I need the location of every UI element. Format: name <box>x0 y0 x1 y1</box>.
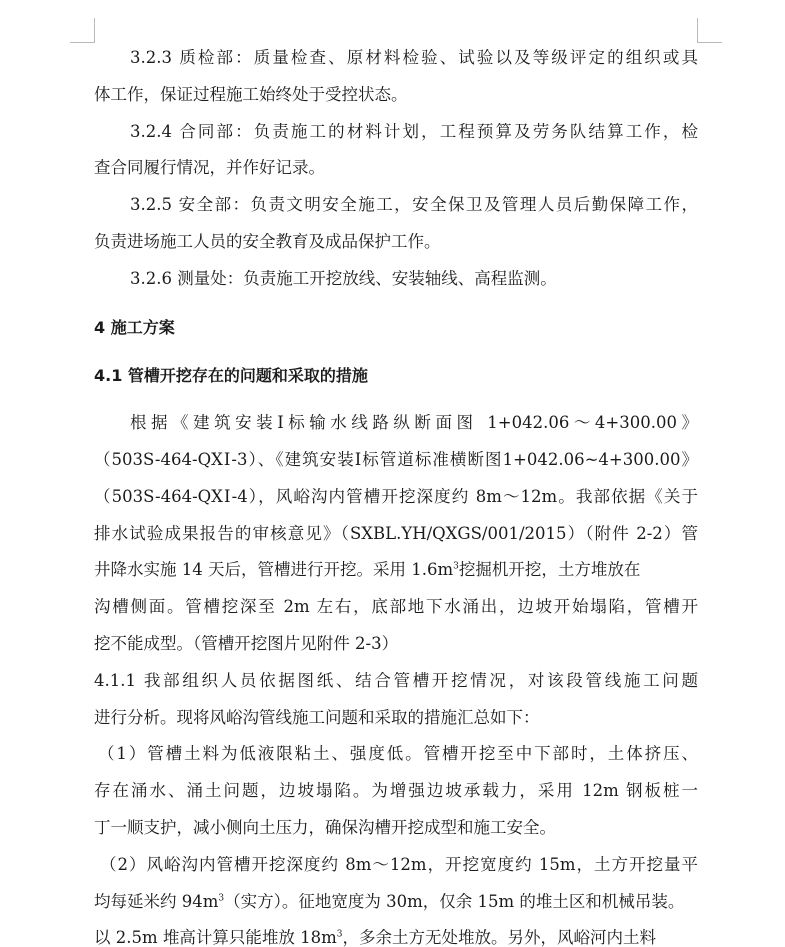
paragraph-line: 3.2.3 质检部：质量检查、原材料检验、试验以及等级评定的组织或具 <box>130 48 698 67</box>
paragraph-line: 进行分析。现将风峪沟管线施工问题和采取的措施汇总如下： <box>94 707 540 727</box>
superscript: 3 <box>453 561 459 572</box>
paragraph-line: 丁一顺支护，减小侧向土压力，确保沟槽开挖成型和施工安全。 <box>94 817 556 837</box>
paragraph-line: 挖不能成型。（管槽开挖图片见附件 2-3） <box>94 633 399 653</box>
page-corner-mark-top-left <box>70 18 95 43</box>
text-run: 均每延米约 94m <box>94 891 219 911</box>
paragraph-line: （2）风峪沟内管槽开挖深度约 8m～12m，开挖宽度约 15m，土方开挖量平 <box>100 854 698 874</box>
text-run: 井降水实施 14 天后，管槽进行开挖。采用 1.6m <box>94 560 454 580</box>
paragraph-line: （1）管槽土料为低液限粘土、强度低。管槽开挖至中下部时，土体挤压、 <box>98 744 698 764</box>
paragraph-line: 沟槽侧面。管槽挖深至 2m 左右，底部地下水涌出，边坡开始塌陷，管槽开 <box>94 597 698 617</box>
paragraph-line: 3.2.6 测量处：负责施工开挖放线、安装轴线、高程监测。 <box>130 268 557 288</box>
paragraph-line: 体工作，保证过程施工始终处于受控状态。 <box>94 84 408 104</box>
paragraph-line: （503S-464-QXⅠ-4），风峪沟内管槽开挖深度约 8m～12m。我部依据《关于 <box>94 486 698 506</box>
text-run: 挖掘机开挖，土方堆放在 <box>458 560 641 580</box>
paragraph-line: 查合同履行情况，并作好记录。 <box>94 158 325 178</box>
paragraph-line: 3.2.5 安全部：负责文明安全施工，安全保卫及管理人员后勤保障工作， <box>130 195 698 215</box>
paragraph-line: （503S-464-QXⅠ-3）、《建筑安装Ⅰ标管道标准横断图1+042.06~4+300.00》 <box>94 449 698 469</box>
text-run: 以 2.5m 堆高计算只能堆放 18m <box>94 928 337 947</box>
text-run: ，多余土方无处堆放。另外，风峪河内土料 <box>342 928 656 947</box>
superscript: 3 <box>336 929 343 940</box>
document-body <box>94 40 698 947</box>
page-corner-mark-top-right <box>697 18 722 43</box>
text-run: （实方）。征地宽度为 30m，仅余 15m 的堆土区和机械吊装。 <box>224 891 685 911</box>
paragraph-line <box>94 552 698 589</box>
paragraph-line: 存在涌水、涌土问题，边坡塌陷。为增强边坡承载力，采用 12m 钢板桩一 <box>94 781 698 801</box>
paragraph-line: 4.1.1 我部组织人员依据图纸、结合管槽开挖情况，对该段管线施工问题 <box>94 670 698 690</box>
subsection-heading: 4.1 管槽开挖存在的问题和采取的措施 <box>94 366 368 386</box>
paragraph-line: 排水试验成果报告的审核意见》（SXBL.YH/QXGS/001/2015）（附件 2-2）管 <box>94 523 698 543</box>
superscript: 3 <box>218 893 225 904</box>
paragraph-line: 负责进场施工人员的安全教育及成品保护工作。 <box>94 231 441 251</box>
paragraph-line <box>94 920 698 947</box>
section-heading: 4 施工方案 <box>94 317 175 337</box>
paragraph-line <box>94 884 698 921</box>
paragraph-line: 3.2.4 合同部：负责施工的材料计划，工程预算及劳务队结算工作，检 <box>130 121 698 141</box>
paragraph-line: 根据《建筑安装Ⅰ标输水线路纵断面图 1+042.06～4+300.00》 <box>130 413 698 433</box>
